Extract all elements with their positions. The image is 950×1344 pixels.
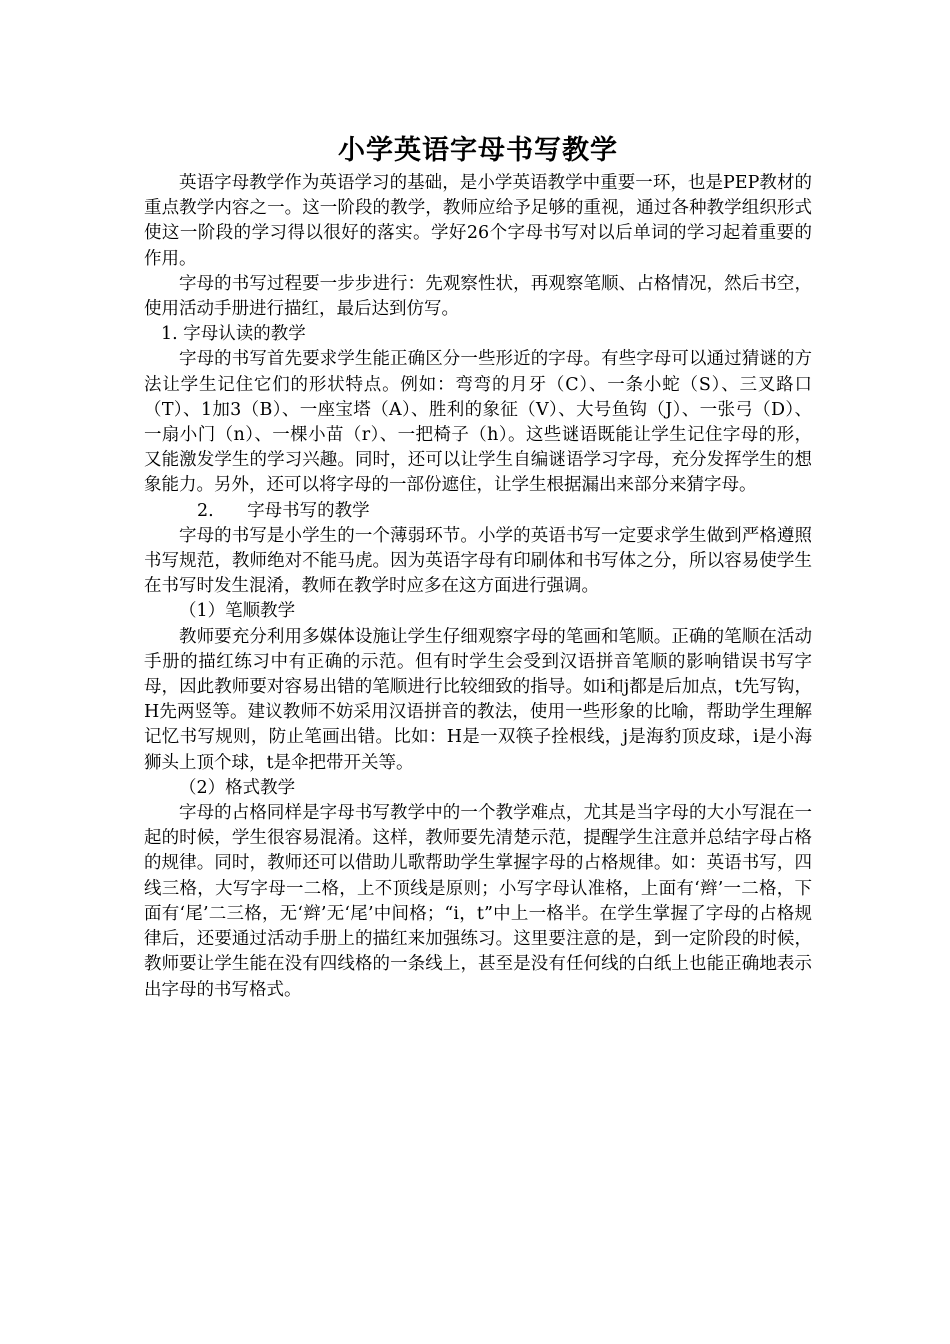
intro-paragraph-2: 字母的书写过程要一步步进行：先观察性状，再观察笔顺、占格情况，然后书空，使用活动手册进行描红，最后达到仿写。 [144,273,812,320]
section-1-heading: 1. 字母认读的教学 [161,324,306,345]
section-1-paragraph: 字母的书写首先要求学生能正确区分一些形近的字母。有些字母可以通过猜谜的方法让学生记住它们的形状特点。例如：弯弯的月牙（C）、一条小蛇（S）、三叉路口（T）、1加3（B）、一座宝塔（A）、胜利的象征（V）、大号鱼钩（J）、一张弓（D）、一扇小门（n）、一棵小苗（r）、一把椅子（h）。这些谜语既能让学生记住字母的形，又能激发学生的学习兴趣。同时，还可以让学生自编谜语学习字母，充分发挥学生的想象能力。另外，还可以将字母的一部份遮住，让学生根据漏出来部分来猜字母。 [144,349,812,496]
intro-paragraph-1: 英语字母教学作为英语学习的基础，是小学英语教学中重要一环，也是PEP教材的重点教学内容之一。这一阶段的教学，教师应给予足够的重视，通过各种教学组织形式使这一阶段的学习得以很好的落实。学好26个字母书写对以后单词的学习起着重要的作用。 [144,173,812,269]
subsection-stroke-order-paragraph: 教师要充分利用多媒体设施让学生仔细观察字母的笔画和笔顺。正确的笔顺在活动手册的描红练习中有正确的示范。但有时学生会受到汉语拼音笔顺的影响错误书写字母，因此教师要对容易出错的笔顺进行比较细致的指导。如i和j都是后加点，t先写钩，H先两竖等。建议教师不妨采用汉语拼音的教法，使用一些形象的比喻，帮助学生理解记忆书写规则，防止笔画出错。比如：H是一双筷子拴根线，j是海豹顶皮球，i是小海狮头上顶个球，t是伞把带开关等。 [144,626,812,773]
subsection-format-heading: （2）格式教学 [179,777,296,798]
section-2-heading: 2. 字母书写的教学 [197,500,370,521]
section-2-paragraph: 字母的书写是小学生的一个薄弱环节。小学的英语书写一定要求学生做到严格遵照书写规范，教师绝对不能马虎。因为英语字母有印刷体和书写体之分，所以容易使学生在书写时发生混淆，教师在教学时应多在这方面进行强调。 [144,525,812,597]
document-body [144,131,812,1003]
subsection-stroke-order-heading: （1）笔顺教学 [179,601,296,622]
subsection-format-paragraph: 字母的占格同样是字母书写教学中的一个教学难点，尤其是当字母的大小写混在一起的时候，学生很容易混淆。这样，教师要先清楚示范，提醒学生注意并总结字母占格的规律。同时，教师还可以借助儿歌帮助学生掌握字母的占格规律。如：英语书写，四线三格，大写字母一二格，上不顶线是原则；小写字母认准格，上面有‘辫’一二格，下面有‘尾’二三格，无‘辫’无‘尾’中间格；“i，t”中上一格半。在学生掌握了字母的占格规律后，还要通过活动手册上的描红来加强练习。这里要注意的是，到一定阶段的时候，教师要让学生能在没有四线格的一条线上，甚至是没有任何线的白纸上也能正确地表示出字母的书写格式。 [144,803,812,1000]
document-title: 小学英语字母书写教学 [338,135,618,166]
